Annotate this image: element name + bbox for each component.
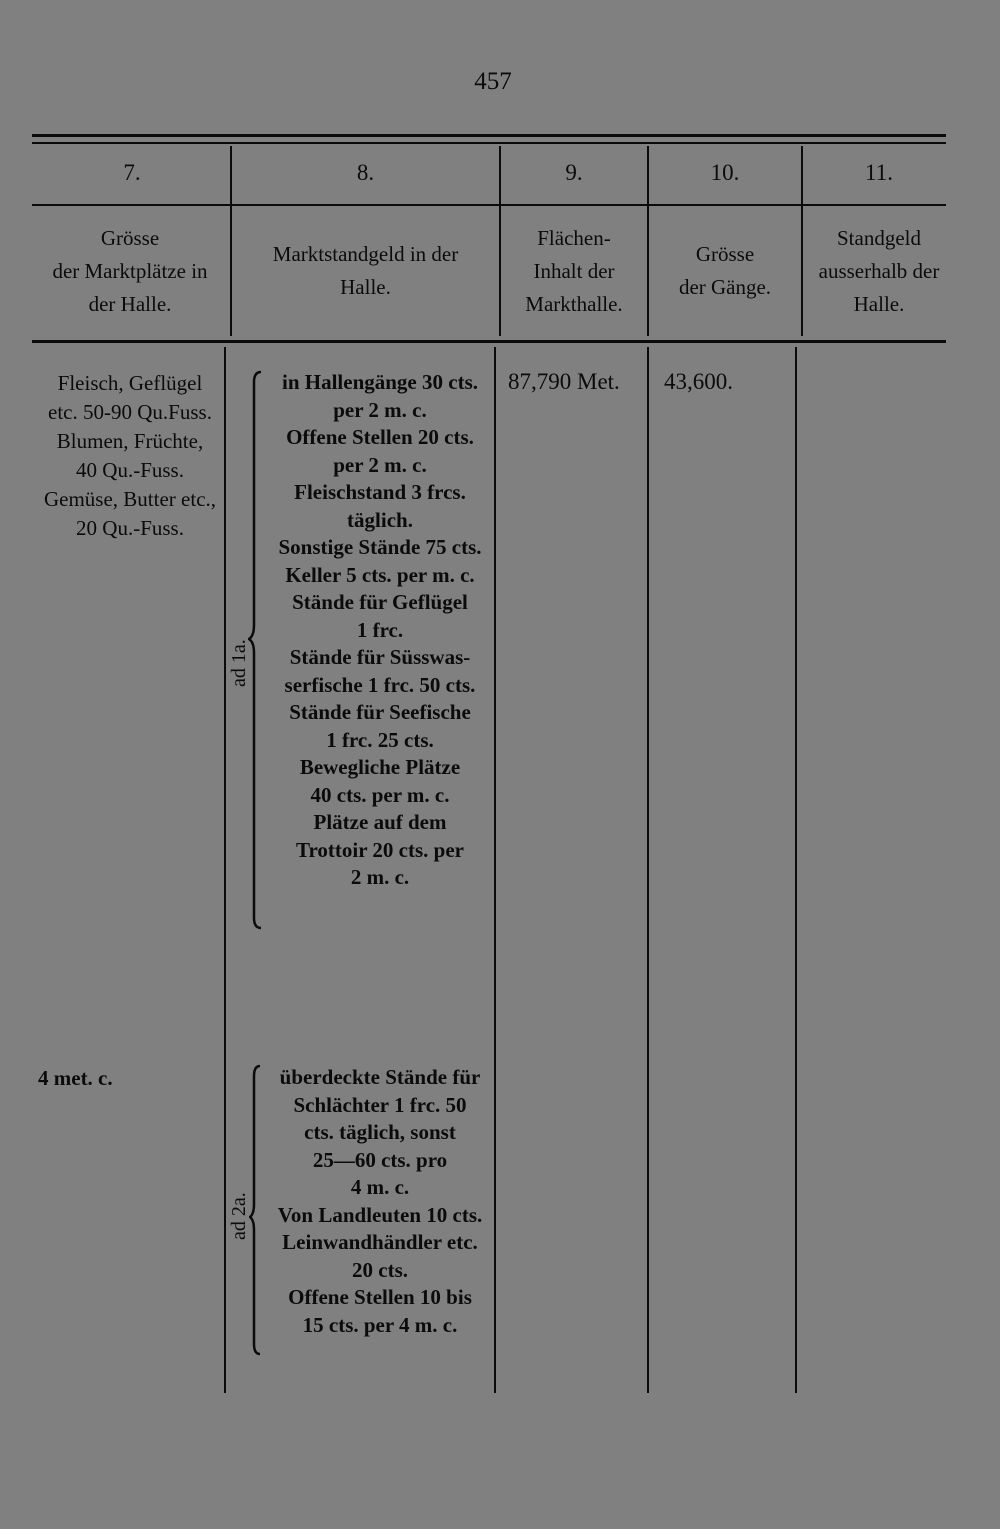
block1-col8-text: in Hallengänge 30 cts. per 2 m. c. Offene Stellen 20 cts. per 2 m. c. Fleischstand 3 frcs. täglich. Sonstige Stände 75 cts. Keller 5 cts. per m. c. Stände für Geflügel 1 frc. Stände für Süsswas- serfische 1 frc. 50 cts. Stände für Seefische 1 frc. 25 cts. Bewegliche Plätze 40 cts. per m. c. Plätze auf dem Trottoir 20 cts. per 2 m. c. — [278, 370, 482, 889]
block1-col9-area: 87,790 Met. — [508, 369, 620, 394]
block1-ad-label: ad 1a. — [228, 639, 250, 687]
divider-10-11-body — [795, 347, 797, 1393]
block1-col7-text: Fleisch, Geflügel etc. 50-90 Qu.Fuss. Blumen, Früchte, 40 Qu.-Fuss. Gemüse, Butter etc., 20 Qu.-Fuss. — [43, 371, 217, 540]
col-8-number: 8. — [356, 160, 375, 185]
page-number: 457 — [474, 68, 512, 95]
col-11-number: 11. — [865, 160, 893, 185]
top-rule-thin — [32, 142, 946, 144]
col-10-header: Grösse der Gänge. — [678, 242, 772, 299]
top-rule-thick — [32, 134, 946, 137]
col-10-number: 10. — [710, 160, 740, 185]
col-11-header: Standgeld ausserhalb der Halle. — [818, 226, 940, 316]
header-bottom-rule — [32, 340, 946, 343]
block1-col10-aisles: 43,600. — [664, 369, 733, 394]
divider-9-10-body — [647, 347, 649, 1393]
block2-ad-label: ad 2a. — [228, 1192, 250, 1240]
col-8-header: Marktstandgeld in der Halle. — [272, 242, 459, 299]
block2-brace — [249, 1064, 263, 1356]
col-9-header: Flächen- Inhalt der Markthalle. — [525, 226, 623, 316]
col-9-number: 9. — [565, 160, 583, 185]
col-7-header: Grösse der Marktplätze in der Halle. — [52, 226, 208, 316]
block2-col7-text: 4 met. c. — [38, 1066, 113, 1090]
block2-col8-text: überdeckte Stände für Schlächter 1 frc. 50 cts. täglich, sonst 25—60 cts. pro 4 m. c. Von Landleuten 10 cts. Leinwandhändler etc. 20 cts. Offene Stellen 10 bis 15 cts. per 4 m. c. — [277, 1065, 483, 1337]
number-row-rule — [32, 204, 946, 206]
col-7-number: 7. — [123, 160, 141, 185]
